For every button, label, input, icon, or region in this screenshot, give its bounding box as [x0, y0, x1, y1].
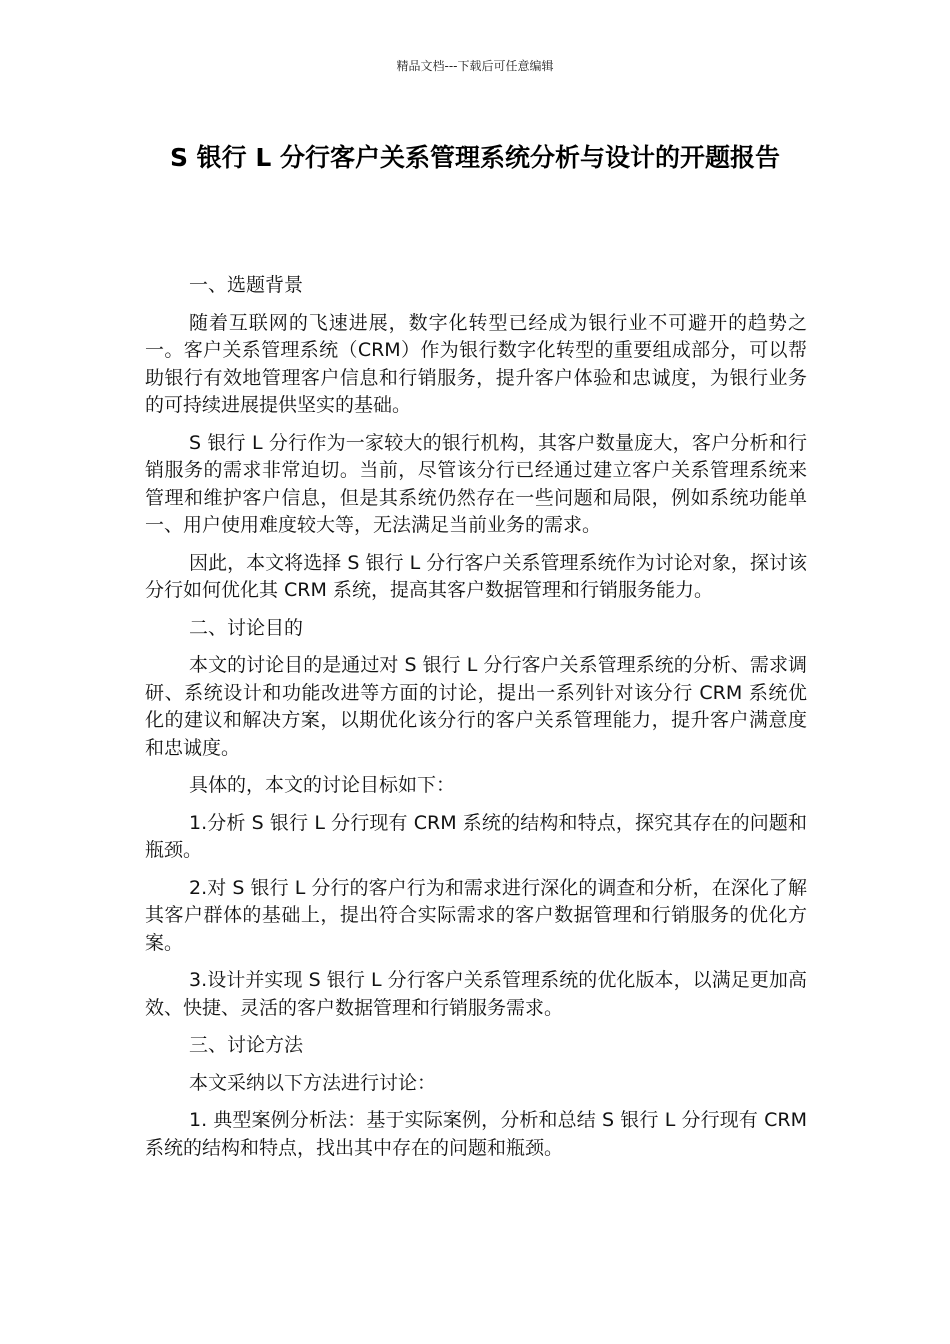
document-title: S 银行 L 分行客户关系管理系统分析与设计的开题报告: [169, 143, 781, 172]
section-method: [145, 1032, 807, 1162]
paragraph: 本文的讨论目的是通过对 S 银行 L 分行客户关系管理系统的分析、需求调研、系统设计和功能改进等方面的讨论，提出一系列针对该分行 CRM 系统优化的建议和解决方案，以期优化该分行的客户关系管理能力，提升客户满意度和忠诚度。: [145, 654, 807, 759]
paragraph: 具体的，本文的讨论目标如下：: [189, 774, 456, 796]
list-item: 1.分析 S 银行 L 分行现有 CRM 系统的结构和特点，探究其存在的问题和瓶颈。: [145, 811, 807, 861]
list-item: 3.设计并实现 S 银行 L 分行客户关系管理系统的优化版本，以满足更加高效、快捷、灵活的客户数据管理和行销服务需求。: [145, 969, 807, 1019]
page-header: 精品文档---下载后可任意编辑: [396, 59, 554, 73]
section-heading: 一、选题背景: [189, 274, 304, 296]
list-item: 2.对 S 银行 L 分行的客户行为和需求进行深化的调查和分析，在深化了解其客户群体的基础上，提出符合实际需求的客户数据管理和行销服务的优化方案。: [145, 876, 807, 954]
document-body: [145, 272, 807, 1172]
paragraph: 随着互联网的飞速进展，数字化转型已经成为银行业不可避开的趋势之一。客户关系管理系统（CRM）作为银行数字化转型的重要组成部分，可以帮助银行有效地管理客户信息和行销服务，提升客户体验和忠诚度，为银行业务的可持续进展提供坚实的基础。: [145, 311, 807, 416]
section-purpose: [145, 615, 807, 1023]
section-background: [145, 272, 807, 605]
list-item: 1. 典型案例分析法：基于实际案例，分析和总结 S 银行 L 分行现有 CRM 系统的结构和特点，找出其中存在的问题和瓶颈。: [145, 1109, 807, 1159]
paragraph: 因此，本文将选择 S 银行 L 分行客户关系管理系统作为讨论对象，探讨该分行如何优化其 CRM 系统，提高其客户数据管理和行销服务能力。: [145, 551, 807, 601]
section-heading: 二、讨论目的: [189, 616, 304, 639]
section-heading: 三、讨论方法: [189, 1034, 304, 1056]
paragraph: S 银行 L 分行作为一家较大的银行机构，其客户数量庞大，客户分析和行销服务的需求非常迫切。当前，尽管该分行已经通过建立客户关系管理系统来管理和维护客户信息，但是其系统仍然存在一些问题和局限，例如系统功能单一、用户使用难度较大等，无法满足当前业务的需求。: [145, 431, 807, 536]
paragraph: 本文采纳以下方法进行讨论：: [189, 1071, 437, 1094]
